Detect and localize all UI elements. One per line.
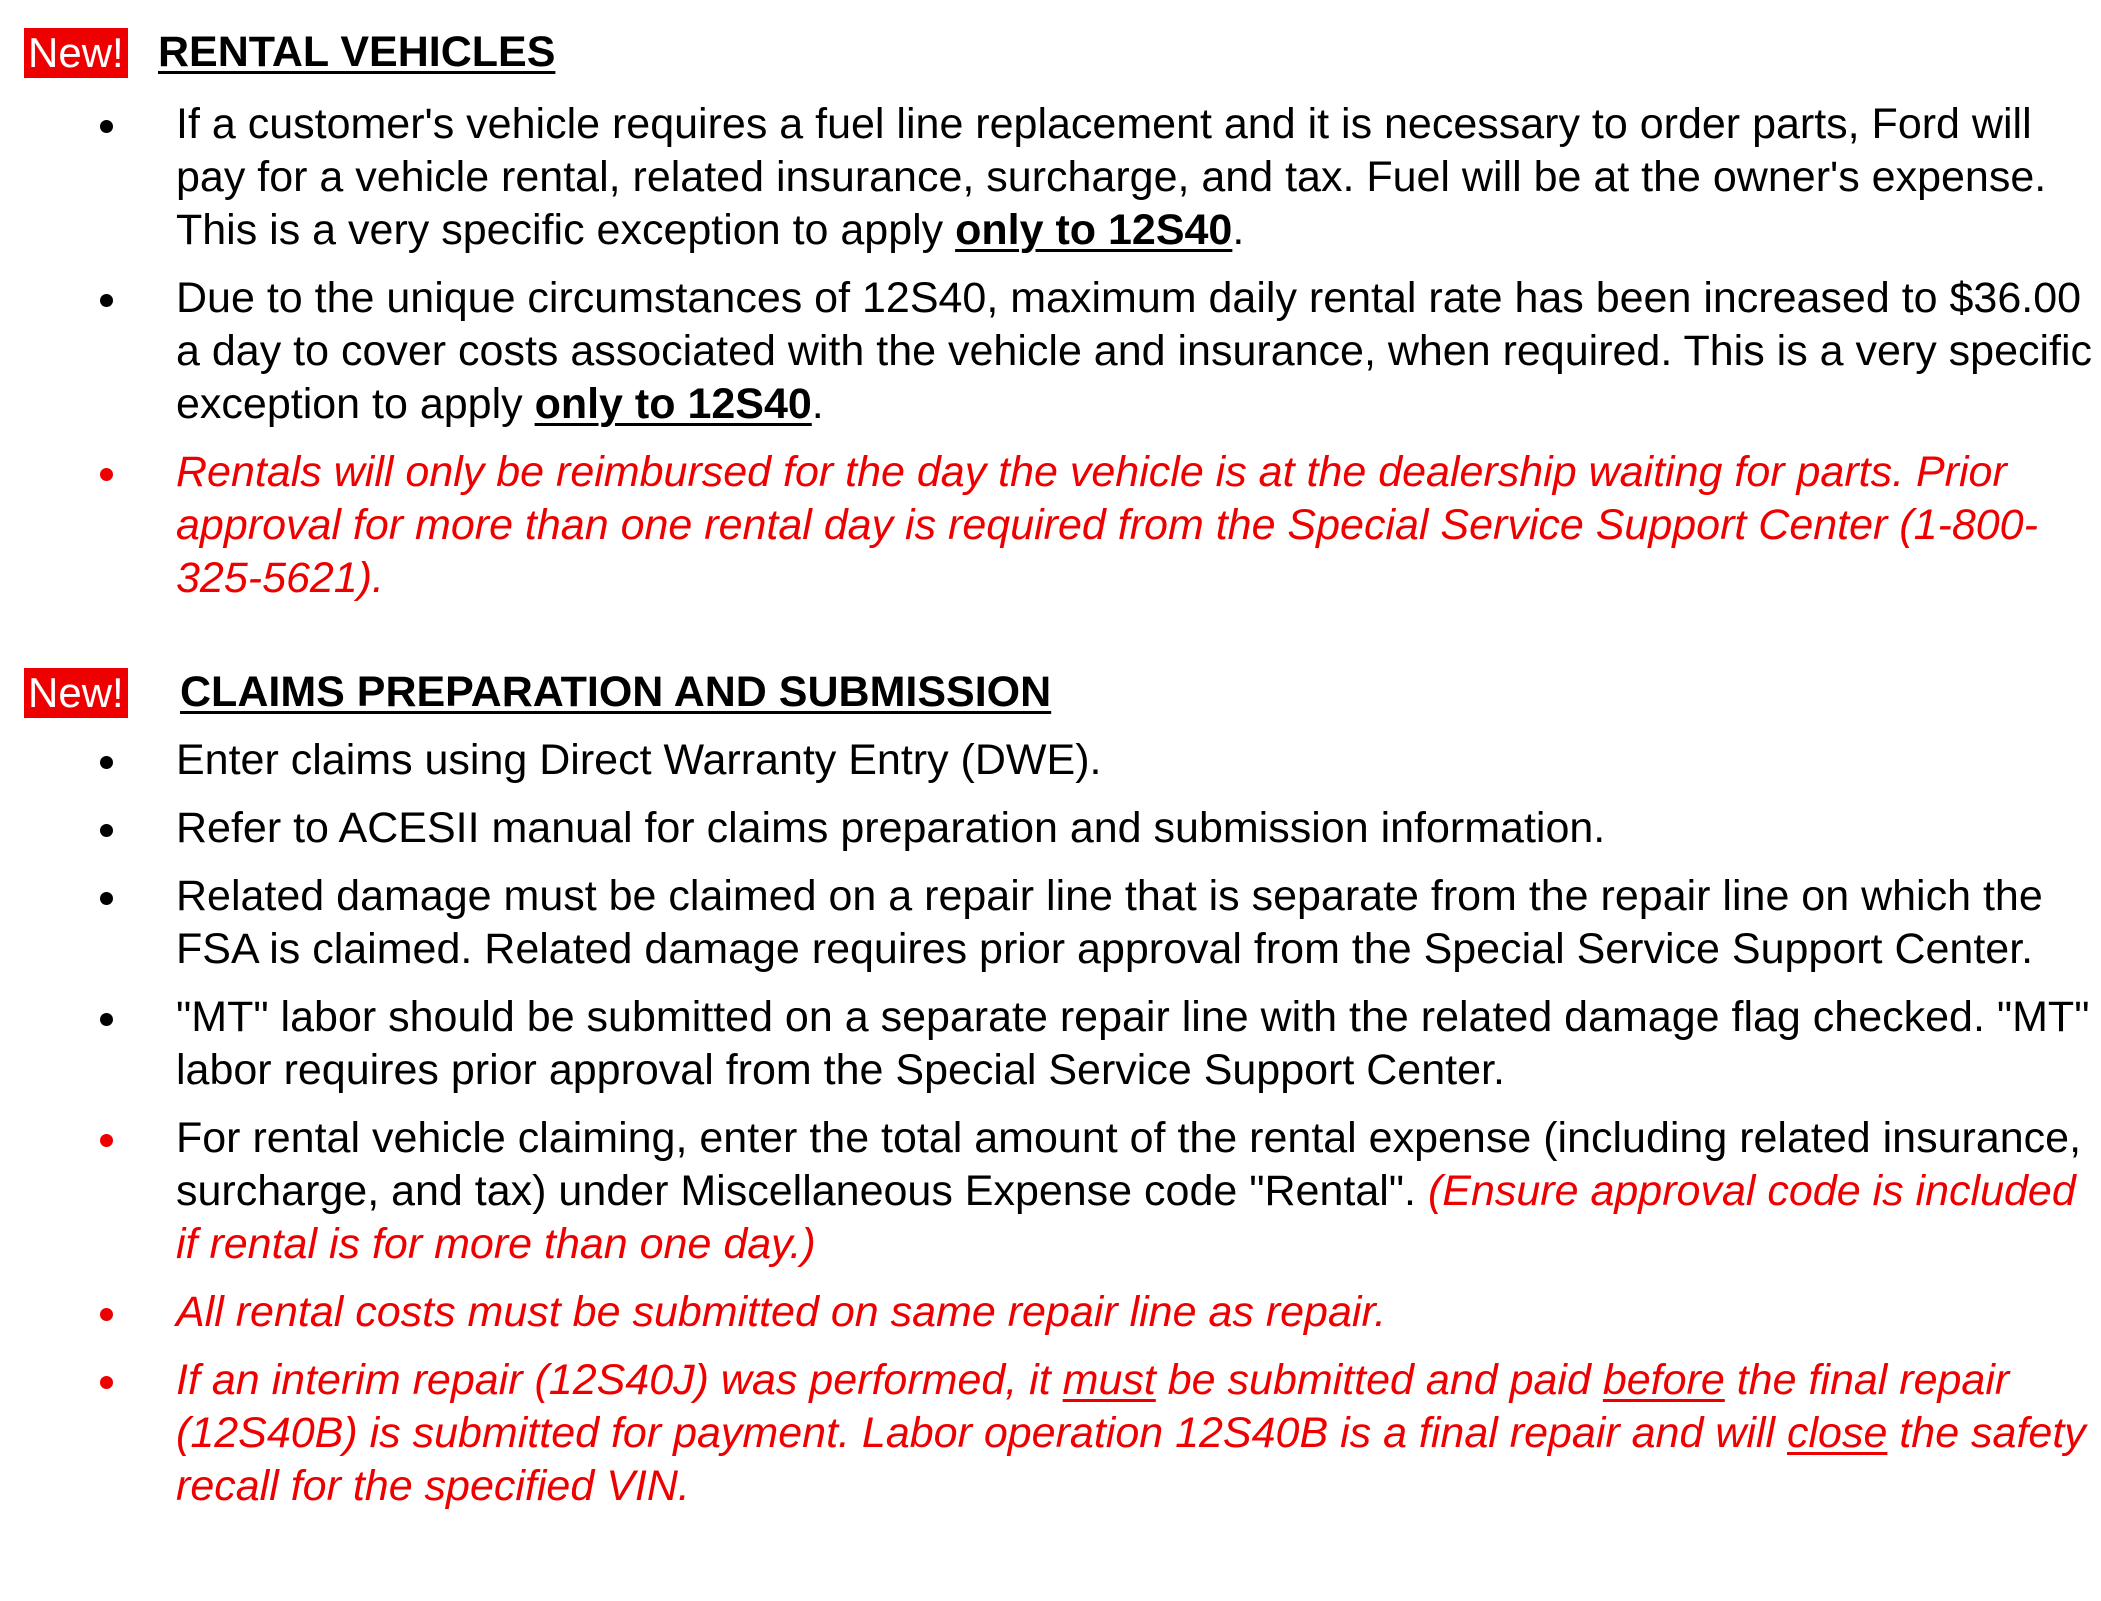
bullet-icon: [100, 1308, 113, 1321]
bullet-icon: [100, 1376, 113, 1389]
rental-bullet-list: [0, 98, 2101, 620]
new-badge: New!: [24, 28, 128, 78]
underlined-must: must: [1062, 1356, 1156, 1404]
bullet-icon: [100, 120, 113, 133]
list-item: Enter claims using Direct Warranty Entry (DWE).: [0, 734, 2096, 787]
underlined-before: before: [1602, 1356, 1725, 1404]
approval-note: (Ensure approval code is included if rental is for more than one day.): [176, 1167, 2076, 1268]
bullet-icon: [100, 294, 113, 307]
list-item: Due to the unique circumstances of 12S40, maximum daily rental rate has been increased to $36.00 a day to cover costs associated with the vehicle and insurance, when required. This is a very specific exception to apply only to 12S40.: [0, 272, 2096, 431]
bullet-icon: [100, 892, 113, 905]
claims-heading: CLAIMS PREPARATION AND SUBMISSION: [180, 668, 1052, 716]
list-item: Rentals will only be reimbursed for the day the vehicle is at the dealership waiting for parts. Prior approval for more than one rental day is required from the Special Service Support Center (1-800-325-5621).: [0, 446, 2096, 605]
claims-bullet-list: [0, 734, 2101, 1528]
list-item: Refer to ACESII manual for claims preparation and submission information.: [0, 802, 2096, 855]
list-item: "MT" labor should be submitted on a separate repair line with the related damage flag checked. "MT" labor requires prior approval from the Special Service Support Center.: [0, 991, 2096, 1097]
emphasis-only-to-12s40: only to 12S40: [534, 380, 812, 428]
list-item: Related damage must be claimed on a repair line that is separate from the repair line on which the FSA is claimed. Related damage requires prior approval from the Special Service Support Center.: [0, 870, 2096, 976]
rental-vehicles-heading: RENTAL VEHICLES: [158, 28, 556, 76]
underlined-close: close: [1787, 1409, 1888, 1457]
bullet-icon: [100, 756, 113, 769]
list-item: If an interim repair (12S40J) was performed, it must be submitted and paid before the final repair (12S40B) is submitted for payment. Labor operation 12S40B is a final repair and will close the safety recall for the specified VIN.: [0, 1354, 2096, 1513]
bullet-icon: [100, 1134, 113, 1147]
list-item: If a customer's vehicle requires a fuel line replacement and it is necessary to order parts, Ford will pay for a vehicle rental, related insurance, surcharge, and tax. Fuel will be at the owner's expense. This is a very specific exception to apply only to 12S40.: [0, 98, 2096, 257]
list-item: All rental costs must be submitted on same repair line as repair.: [0, 1286, 2096, 1339]
emphasis-only-to-12s40: only to 12S40: [955, 206, 1233, 254]
bullet-icon: [100, 824, 113, 837]
bullet-icon: [100, 468, 113, 481]
list-item: For rental vehicle claiming, enter the total amount of the rental expense (including related insurance, surcharge, and tax) under Miscellaneous Expense code "Rental". (Ensure approval code is included if rental is for more than one day.): [0, 1112, 2096, 1271]
new-badge: New!: [24, 668, 128, 718]
bullet-icon: [100, 1013, 113, 1026]
